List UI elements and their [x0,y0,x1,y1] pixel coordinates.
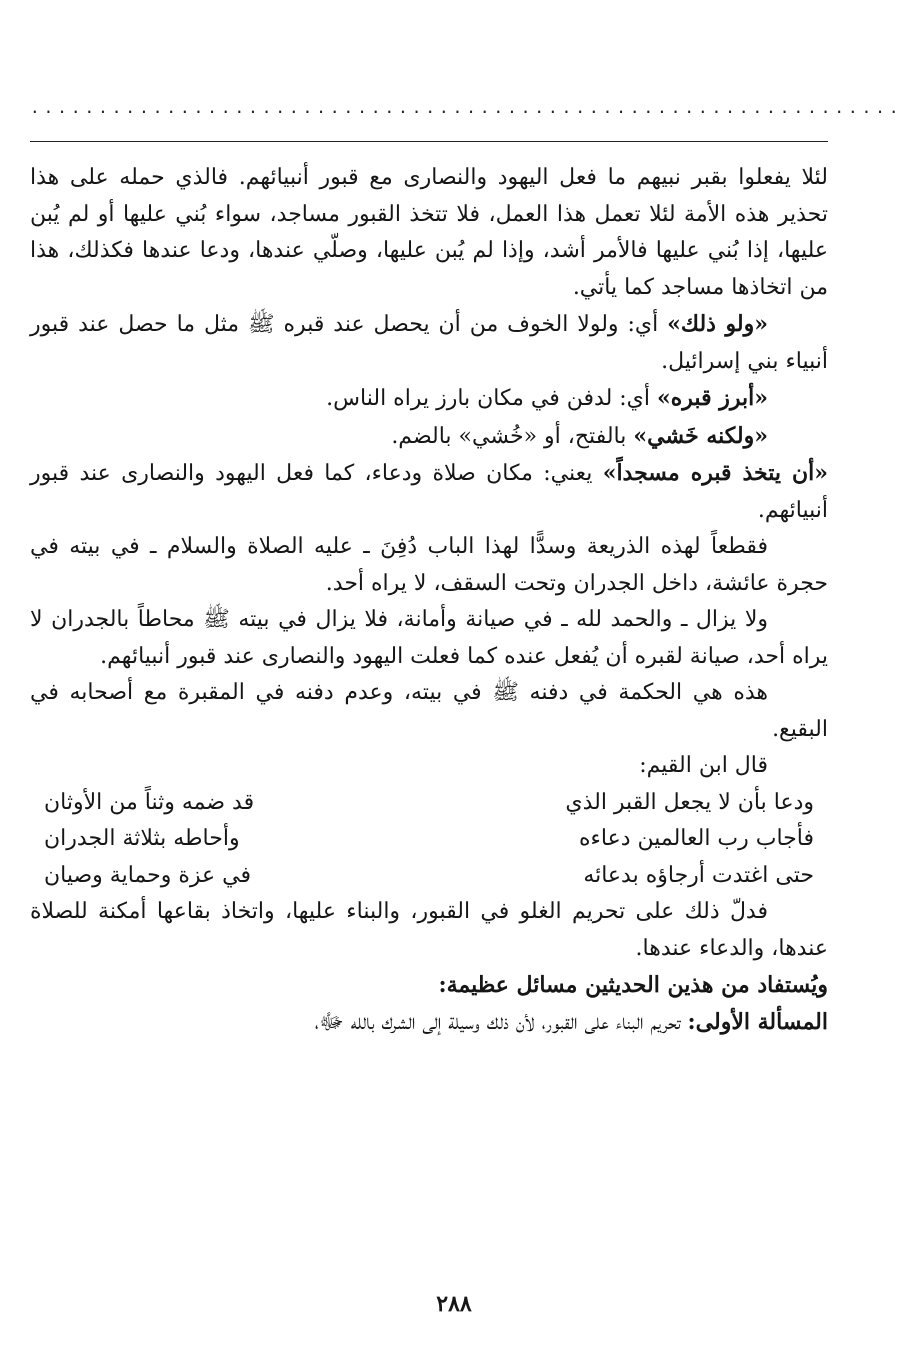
verse-second-hemistich: في عزة وحماية وصيان [44,862,251,888]
paragraph: فدلّ ذلك على تحريم الغلو في القبور، والبناء عليها، واتخاذ بقاعها أمكنة للصلاة عندها، والدعاء عندها. [30,899,828,961]
paragraph: قال ابن القيم: [639,753,768,778]
footnote-rule [30,141,828,142]
paragraph [30,380,828,418]
paragraph-text: أي: ولولا الخوف من أن يحصل عند قبره ﷺ مثل ما حصل عند قبور أنبياء بني إسرائيل. [30,312,828,374]
paragraph-text: يعني: مكان صلاة ودعاء، كما فعل اليهود والنصارى عند قبور أنبيائهم. [30,461,828,523]
paragraph-text: بالفتح، أو «خُشي» بالضم. [391,423,634,449]
dotted-separator: ................................................................ [30,98,903,117]
quoted-phrase: «ولو ذلك» [667,311,768,337]
paragraph: فقطعاً لهذه الذريعة وسدًّا لهذا الباب دُفِنَ ـ عليه الصلاة والسلام ـ في بيته في حجرة عائشة، داخل الجدران وتحت السقف، لا يراه أحد. [30,534,828,596]
verse-first-hemistich: حتى اغتدت أرجاؤه بدعائه [583,862,814,888]
paragraph-text: أي: لدفن في مكان بارز يراه الناس. [326,386,658,411]
verse-first-hemistich: فأجاب رب العالمين دعاءه [579,826,814,851]
paragraph-text: تحريم البناء على القبور، لأن ذلك وسيلة إلى الشرك بالله ﷻ، [314,1009,688,1035]
paragraph: هذه هي الحكمة في دفنه ﷺ في بيته، وعدم دفنه في المقبرة مع أصحابه في البقيع. [30,680,828,742]
paragraph [30,418,828,456]
quoted-phrase: «أبرز قبره» [657,385,768,411]
verse-first-hemistich: ودعا بأن لا يجعل القبر الذي [565,789,814,815]
poem-verse [44,821,814,858]
paragraph: ولا يزال ـ والحمد لله ـ في صيانة وأمانة، فلا يزال في بيته ﷺ محاطاً بالجدران لا يراه أحد، صيانة لقبره أن يُفعل عنده كما فعلت اليهود والنصارى عند قبور أنبيائهم. [30,607,828,669]
verse-second-hemistich: قد ضمه وثناً من الأوثان [44,789,255,815]
page-number: ٢٨٨ [436,1291,472,1317]
paragraph [30,306,828,380]
quoted-phrase: «أن يتخذ قبره مسجداً» [602,460,828,486]
page-body [30,160,828,1041]
paragraph [30,1004,828,1042]
verse-second-hemistich: وأحاطه بثلاثة الجدران [44,826,240,851]
paragraph [30,455,828,529]
poem-verse [44,785,814,822]
section-heading: ويُستفاد من هذين الحديثين مسائل عظيمة: [438,972,828,998]
poem-verse [44,858,814,895]
issue-label: المسألة الأولى: [687,1008,828,1035]
quoted-phrase: «ولكنه خَشي» [633,422,768,449]
paragraph: لئلا يفعلوا بقبر نبيهم ما فعل اليهود والنصارى مع قبور أنبيائهم. فالذي حمله على هذا تحذير هذه الأمة لئلا تعمل هذا العمل، فلا تتخذ القبور مساجد، سواء بُني عليها أو لم يُبن عليها، إذا بُني عليها فالأمر أشد، وإذا لم يُبن عليها، وصلّي عندها، ودعا عندها فكذلك، هذا من اتخاذها مساجد كما يأتي. [30,165,828,300]
